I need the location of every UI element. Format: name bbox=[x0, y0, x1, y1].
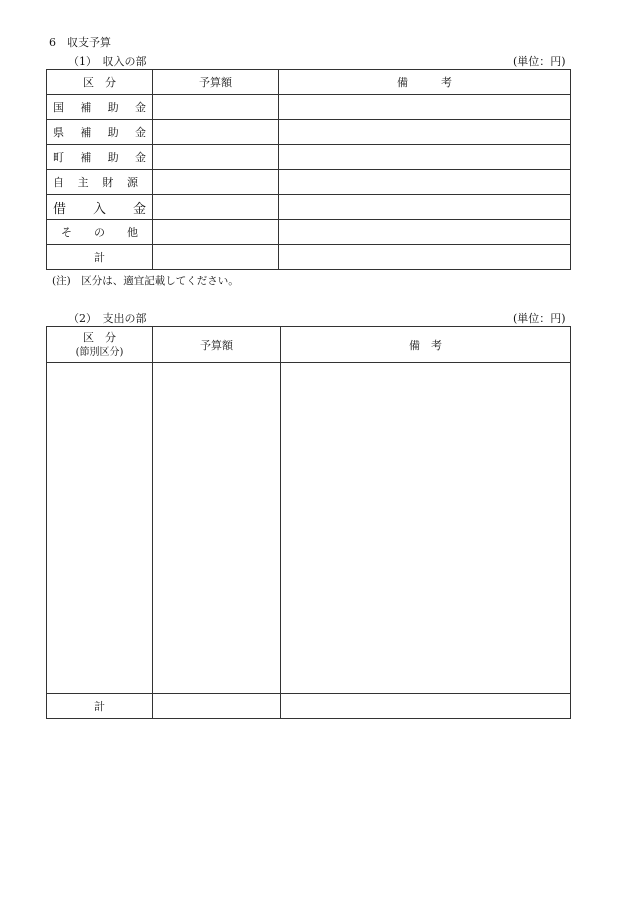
budget-cell[interactable] bbox=[153, 220, 279, 245]
budget-cell[interactable] bbox=[153, 120, 279, 145]
expense-title: （2） 支出の部 bbox=[68, 312, 147, 325]
remarks-cell[interactable] bbox=[281, 694, 571, 719]
income-note: (注) 区分は、適宜記載してください。 bbox=[52, 275, 239, 287]
row-label-total: 計 bbox=[47, 694, 153, 719]
row-label-total: 計 bbox=[47, 245, 153, 270]
section-title: 6 収支予算 bbox=[49, 36, 111, 49]
header-remarks: 備 考 bbox=[279, 70, 571, 95]
expense-header-row bbox=[47, 327, 571, 363]
budget-cell[interactable] bbox=[153, 195, 279, 220]
income-unit: (単位：円) bbox=[513, 55, 566, 68]
table-row bbox=[47, 195, 571, 220]
budget-cell[interactable] bbox=[153, 170, 279, 195]
remarks-cell[interactable] bbox=[279, 245, 571, 270]
budget-cell[interactable] bbox=[153, 694, 281, 719]
income-table bbox=[46, 69, 571, 270]
row-label-prefectural-subsidy: 県 補 助 金 bbox=[47, 120, 153, 145]
table-row bbox=[47, 220, 571, 245]
row-label-borrowing: 借 入 金 bbox=[47, 195, 153, 220]
table-row-total bbox=[47, 694, 571, 719]
remarks-cell[interactable] bbox=[279, 120, 571, 145]
remarks-cell[interactable] bbox=[279, 145, 571, 170]
header-category: 区 分 bbox=[47, 70, 153, 95]
budget-cell[interactable] bbox=[153, 363, 281, 694]
remarks-cell[interactable] bbox=[279, 95, 571, 120]
table-row bbox=[47, 120, 571, 145]
header-remarks: 備 考 bbox=[281, 327, 571, 363]
table-row bbox=[47, 363, 571, 694]
header-budget: 予算額 bbox=[153, 327, 281, 363]
row-label-town-subsidy: 町 補 助 金 bbox=[47, 145, 153, 170]
remarks-cell[interactable] bbox=[279, 220, 571, 245]
header-category: 区 分 (節別区分) bbox=[47, 327, 153, 363]
remarks-cell[interactable] bbox=[279, 195, 571, 220]
row-label-own-funds: 自 主 財 源 bbox=[47, 170, 153, 195]
expense-table bbox=[46, 326, 571, 719]
remarks-cell[interactable] bbox=[281, 363, 571, 694]
budget-cell[interactable] bbox=[153, 245, 279, 270]
table-row bbox=[47, 95, 571, 120]
budget-cell[interactable] bbox=[153, 95, 279, 120]
row-label-other: そ の 他 bbox=[47, 220, 153, 245]
row-label-national-subsidy: 国 補 助 金 bbox=[47, 95, 153, 120]
income-header-row bbox=[47, 70, 571, 95]
income-title: （1） 収入の部 bbox=[68, 55, 147, 68]
remarks-cell[interactable] bbox=[279, 170, 571, 195]
header-budget: 予算額 bbox=[153, 70, 279, 95]
expense-unit: (単位：円) bbox=[513, 312, 566, 325]
category-cell[interactable] bbox=[47, 363, 153, 694]
table-row bbox=[47, 170, 571, 195]
table-row-total bbox=[47, 245, 571, 270]
table-row bbox=[47, 145, 571, 170]
budget-cell[interactable] bbox=[153, 145, 279, 170]
